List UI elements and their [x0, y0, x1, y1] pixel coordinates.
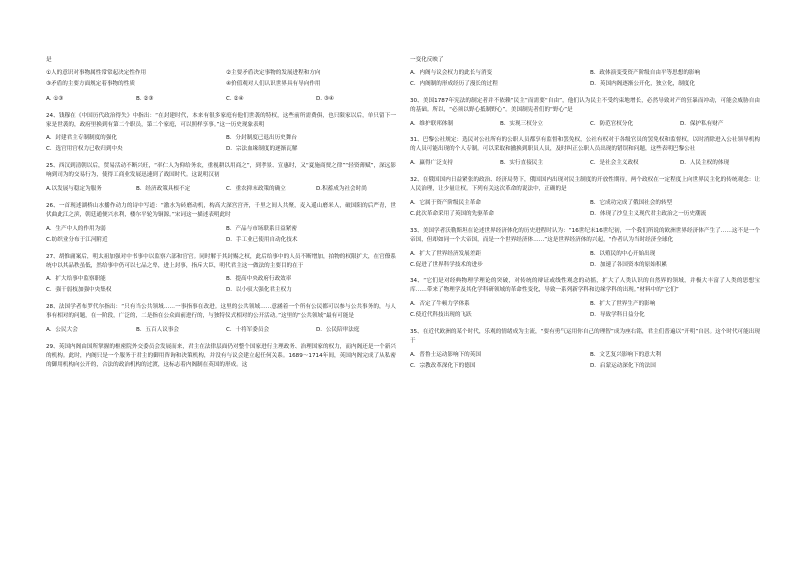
question-33-options — [410, 250, 760, 270]
question-26-stem: 26、一首现述湖桥山水播作动力的诗中写道：“激水为砖磨动机，构高大深宫宫齐，千里之间人共聚，麦入遥山磨米人，破国阳的后严青，世伏曲此江之滨，朝廷通便兴水利，楼尔平轮为铜源。”宋词这一描述表明此时 — [46, 202, 396, 218]
option: D．宗法血缘制度的逐渐瓦解 — [226, 146, 298, 153]
option: A．公民大会 — [46, 327, 78, 334]
option: C．重农抑末政策的确立 — [226, 186, 286, 193]
option: B．扩大了世界生产的影响 — [590, 301, 656, 308]
statement: ④价值观对人们认识世界具有导向作用 — [226, 80, 321, 87]
statement-list — [46, 69, 396, 89]
question-24-options — [46, 134, 396, 154]
statement: ①人的意识对事物属性常常起决定性作用 — [46, 69, 147, 76]
question-29-stem: 29、英国内阁由国所掌握的枢密院外交委员会发展而来，君主在法律层面仍对整个国家进行主理政务、治理国家的权力，而内阁还是一个新兴的机构。此时，内阁只是一个服务于君主的御用咨询和决策机构，并没有与议会建立起任何关系。1689～1714年间，英国内阁完成了从私密的御用机构向公开的，合法的政治机构的过渡，这标志着内阁制在英国的形成。这 — [46, 343, 396, 368]
option: D．保护私有财产 — [680, 120, 724, 127]
option: C．强干弱枝加强中央集权 — [46, 287, 112, 294]
question-29-options — [410, 69, 760, 89]
option: A．生产中人的作用为弱 — [46, 225, 106, 232]
option: A．扩大了世界经济发展差距 — [410, 250, 481, 257]
statement: ②主要矛盾决定事物的发展进程和方向 — [226, 69, 321, 76]
question-35-options — [410, 351, 760, 371]
option: C．是社会主义政权 — [590, 160, 639, 167]
option: B．经济政策具根不定 — [136, 186, 191, 193]
question-32-stem: 32、在俄国国内日益紧张的政治、经济局势下，俄国国内出现对民主制度的开放性期待，两个政权在一定程度上向世界民主化的传统观念：让人民治理，让少量让权。下列有关这次革命的说法中，正确的是 — [410, 177, 760, 193]
option: D．体现了沙皇主义现代君主政治之一历史潮流 — [590, 210, 707, 217]
option: B．提高中央政府行政效率 — [226, 276, 292, 283]
option: A．内阁与议会权力的此长与消变 — [410, 69, 493, 76]
option: D．手工业已使用自动化技术 — [226, 236, 298, 243]
right-column — [410, 56, 760, 379]
question-27-options — [46, 275, 396, 295]
option: A．赢得广泛支持 — [410, 160, 453, 167]
question-31-options — [410, 159, 760, 168]
option: C．选官用官权力已收归到中央 — [46, 146, 123, 153]
question-27-stem: 27、胡惟庸案后，明太祖加强对中书事中以监察六部和官官。同时解于其封赐之权，此后给事中的人员不断增加，拍物的权限扩大，在官僚系统中以其品秩虽低，然给事中仍可以七品之卑，进上封事，指斥大臣，明代君主这一做法的主要目的在于 — [46, 253, 396, 269]
question-33-stem: 33、美国学者沃勒斯坦在论述世界经济体化的历史进程时认为：“16世纪末16世纪初，一个我们所说的欧洲世界经济体产生了……这不是一个帝国，但却如同一个大帝国，而是一个世界经济体……”这是世界经济体的兴起，“作者认为当时经济全球化 — [410, 227, 760, 243]
question-25-stem: 25、西汉到清朝以后，贸易活动不断兴旺，“率仁人为仰给务农，重视耕以用商之”，到孝景、宣惠时，又“夏施商贾之律”“轻资薄赋”，深远影响到司为的交易行为，使得工商业发展迅速到了战国时代。这说明汉初 — [46, 163, 396, 179]
question-28-stem: 28、法国学者布罗代尔指出：“只有当公共领域……一事指事在改进。这里的公共领域……意涵着一个所有公民都可以参与公共事务的，与人事有相对的问题，在一阶段，广泛的，二是指在公众面前进行的，与独特仪式相对的公开活动。”这里的“公共领域”最有可能是 — [46, 304, 396, 320]
option: D．以小驭大强化君主权力 — [226, 287, 292, 294]
option: B．产品与市场联系日益紧密 — [226, 225, 297, 232]
option: C.使近代科技出现的飞跃 — [410, 312, 472, 319]
option: D．加速了各国资本的原始积累 — [590, 261, 668, 268]
option: D．人民主权的体现 — [680, 160, 730, 167]
option: A. ①③ — [46, 95, 64, 102]
question-35-stem: 35、在近代欧洲的某个时代，乐观的情绪成为主流，“要有勇气运用你自己的理智”成为座右铭，君主们普遍以“开明”自居。这个时代可能出现于 — [410, 329, 760, 344]
option: A．普鲁士运动影响下的英国 — [410, 351, 481, 358]
question-25-options — [46, 185, 396, 194]
option: D. ③④ — [316, 95, 334, 102]
option: B．以殖民的中心开始出现 — [590, 250, 656, 257]
option: B．政体演变受资产阶级自由平等思想的影响 — [590, 69, 701, 76]
option: A．扩大给事中监察职能 — [46, 276, 106, 283]
option: B．它成功完成了俄国社会的转型 — [590, 199, 673, 206]
option: C.促进了世界科学技术的进步 — [410, 261, 483, 268]
option: C．防范官权分化 — [590, 120, 634, 127]
answer-options — [46, 95, 396, 104]
option: D．公民陪审法庭 — [316, 327, 360, 334]
question-30-options — [410, 120, 760, 129]
question-29-stem-cont: 一变化反映了 — [410, 57, 444, 63]
option: B．实行直接民主 — [500, 160, 543, 167]
question-26-options — [46, 225, 396, 245]
option: C. ②④ — [226, 95, 244, 102]
option: B．实现三权分立 — [500, 120, 543, 127]
option: D．启蒙运动深化下的法国 — [590, 362, 656, 369]
option: C.此次革命采用了英国的先驱革命 — [410, 210, 494, 217]
option: B．分封制度已退出历史舞台 — [226, 135, 297, 142]
option: B．五百人议事会 — [136, 327, 179, 334]
option: B．文艺复兴影响下的意大利 — [590, 351, 661, 358]
option: D．英国内阁逐渐公开化，独立化，制度化 — [590, 80, 695, 87]
option: C.纺织业分布于江河附近 — [46, 236, 108, 243]
statement: ③矛盾的主要方面规定着事物的性质 — [46, 80, 135, 87]
option: D.积蓄成为社会时尚 — [316, 186, 367, 193]
question-32-options — [410, 199, 760, 219]
option: C．内阁制的形成经历了漫长的过程 — [410, 80, 498, 87]
question-30-stem: 30、美国1787年宪法的制定者并不依赖“民主”而需要“自由”，他们认为民主不受约束地增长，必然导致对产的狂暴而冲动，可能会威胁自由的基础。所以，“必须以野心抵制野心”。美国制宪者们的“野心”是 — [410, 97, 760, 113]
question-31-stem: 31、巴黎公社规定：选民对公社所有的公职人员都享有监督和罢免权，公社有权对于各级官员的罢免权和监督权，以时消除进入公社领导机构的人员可能出现的个人专制。可以采取和撤换到职员人员，及时纠正公职人员出现的错误和问题，这些表明巴黎公社 — [410, 137, 760, 153]
option: A．它属于资产阶级民主革命 — [410, 199, 481, 206]
option: A．否定了牛顿力学体系 — [410, 301, 470, 308]
option: A．封建君主专制制度的强化 — [46, 135, 117, 142]
question-34-options — [410, 300, 760, 320]
option: A.以发展与稳定为服务 — [46, 186, 102, 193]
option: D．导致学科日益分化 — [590, 312, 645, 319]
option: C．宗教改革深化下的德国 — [410, 362, 476, 369]
question-34-stem: 34、“它们是对经典物理学理论的突破，对传统的辩证或线性观念的动摇，扩大了人类认识的自然界的领域，并极大丰富了人类的思想宝库……带来了物理学及其化学科研领域的革命性变化，导致一系列新学科和边缘学科的出现。”材料中的“它们” — [410, 278, 760, 294]
question-stem-tail: 是 — [46, 57, 52, 63]
left-column — [46, 56, 396, 377]
option: C．十将军委员会 — [226, 327, 270, 334]
question-24-stem: 24、钱穆在《中国历代政治得失》中指出：“在封建时代，本来有很多家庭有他们世袭的特权，这些前所需费俱，也只限家以后，单只留下一家是世袭的，政府里换到有第二个职员，第二个家庭，可以照样享事。”这一历史现象表明 — [46, 112, 396, 128]
option: B. ②③ — [136, 95, 154, 102]
option: A．维护联邦体制 — [410, 120, 453, 127]
question-28-options — [46, 326, 396, 335]
